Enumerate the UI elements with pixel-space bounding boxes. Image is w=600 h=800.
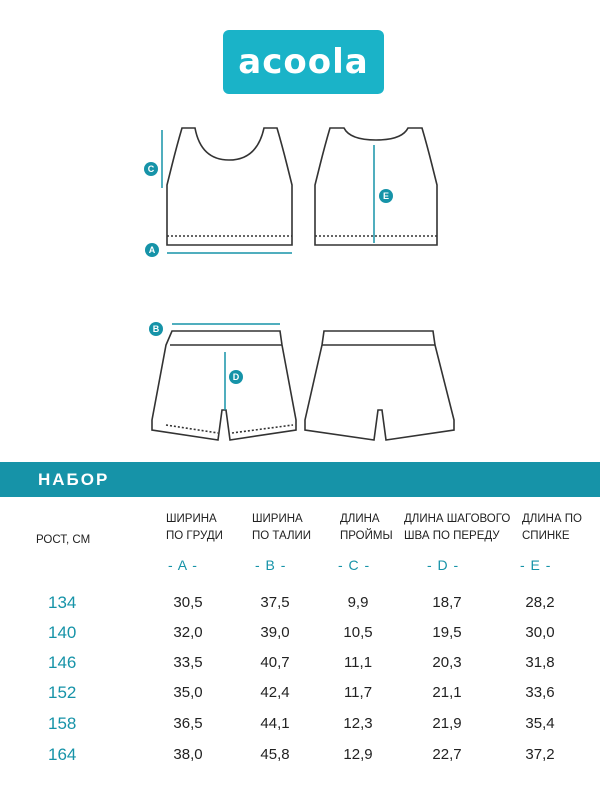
marker-d-label: D bbox=[232, 372, 240, 382]
table-cell: 39,0 bbox=[260, 624, 290, 641]
table-cell: 12,9 bbox=[343, 746, 373, 763]
table-cell: 31,8 bbox=[525, 654, 555, 671]
size-label: 152 bbox=[48, 683, 77, 702]
column-letter: - D - bbox=[427, 557, 460, 573]
column-header-line2: ПО ТАЛИИ bbox=[252, 530, 312, 542]
table-cell: 22,7 bbox=[432, 746, 462, 763]
column-header-line2: ШВА ПО ПЕРЕДУ bbox=[404, 530, 500, 542]
column-header-line2: СПИНКЕ bbox=[522, 530, 570, 542]
marker-c-label: C bbox=[147, 164, 155, 174]
table-cell: 30,0 bbox=[525, 624, 555, 641]
column-header-line2: ПО ГРУДИ bbox=[166, 530, 223, 542]
table-cell: 11,7 bbox=[343, 684, 373, 701]
column-header-line1: ДЛИНА ШАГОВОГО bbox=[404, 513, 511, 525]
table-cell: 45,8 bbox=[260, 746, 290, 763]
section-title: НАБОР bbox=[38, 470, 110, 489]
column-header bbox=[252, 511, 311, 545]
back-top-outline bbox=[315, 128, 437, 245]
brand-logo-text: acoola bbox=[238, 42, 369, 82]
column-header bbox=[522, 511, 582, 545]
table-cell: 32,0 bbox=[173, 624, 203, 641]
size-label: 164 bbox=[48, 745, 77, 764]
brand-logo bbox=[223, 30, 384, 94]
table-cell: 40,7 bbox=[260, 654, 290, 671]
table-cell: 36,5 bbox=[173, 715, 203, 732]
column-header-line1: ДЛИНА ПО bbox=[522, 513, 582, 525]
table-cell: 38,0 bbox=[173, 746, 203, 763]
column-letter: - C - bbox=[338, 557, 371, 573]
front-top-outline bbox=[167, 128, 292, 245]
column-header-line2: ПРОЙМЫ bbox=[340, 530, 393, 542]
table-cell: 30,5 bbox=[173, 594, 203, 611]
column-header bbox=[404, 511, 510, 545]
table-cell: 37,2 bbox=[525, 746, 555, 763]
table-cell: 12,3 bbox=[343, 715, 373, 732]
table-cell: 35,4 bbox=[525, 715, 555, 732]
table-cell: 21,1 bbox=[432, 684, 462, 701]
table-cell: 9,9 bbox=[347, 594, 369, 611]
column-header-line1: ШИРИНА bbox=[166, 513, 217, 525]
column-letter: - E - bbox=[520, 557, 552, 573]
table-cell: 18,7 bbox=[432, 594, 462, 611]
marker-e-label: E bbox=[382, 191, 390, 201]
size-label: 140 bbox=[48, 623, 77, 642]
size-label: 158 bbox=[48, 714, 77, 733]
row-header: РОСТ, СМ bbox=[36, 534, 91, 546]
table-cell: 20,3 bbox=[432, 654, 462, 671]
table-cell: 37,5 bbox=[260, 594, 290, 611]
table-cell: 21,9 bbox=[432, 715, 462, 732]
marker-a-label: A bbox=[148, 245, 156, 255]
column-header bbox=[166, 511, 223, 545]
size-label: 146 bbox=[48, 653, 77, 672]
table-cell: 19,5 bbox=[432, 624, 462, 641]
garment-diagram bbox=[0, 110, 600, 455]
size-label: 134 bbox=[48, 593, 77, 612]
section-banner bbox=[0, 462, 600, 497]
table-cell: 44,1 bbox=[260, 715, 290, 732]
table-cell: 35,0 bbox=[173, 684, 203, 701]
table-cell: 42,4 bbox=[260, 684, 290, 701]
column-header bbox=[340, 511, 393, 545]
marker-b-label: B bbox=[152, 324, 160, 334]
table-cell: 33,6 bbox=[525, 684, 555, 701]
table-cell: 28,2 bbox=[525, 594, 555, 611]
table-cell: 33,5 bbox=[173, 654, 203, 671]
table-cell: 11,1 bbox=[343, 654, 373, 671]
front-shorts-outline bbox=[152, 331, 296, 440]
back-shorts-outline bbox=[305, 331, 454, 440]
column-header-line1: ДЛИНА bbox=[340, 513, 380, 525]
column-letter: - B - bbox=[255, 557, 287, 573]
column-letter: - A - bbox=[168, 557, 198, 573]
table-cell: 10,5 bbox=[343, 624, 373, 641]
column-header-line1: ШИРИНА bbox=[252, 513, 303, 525]
